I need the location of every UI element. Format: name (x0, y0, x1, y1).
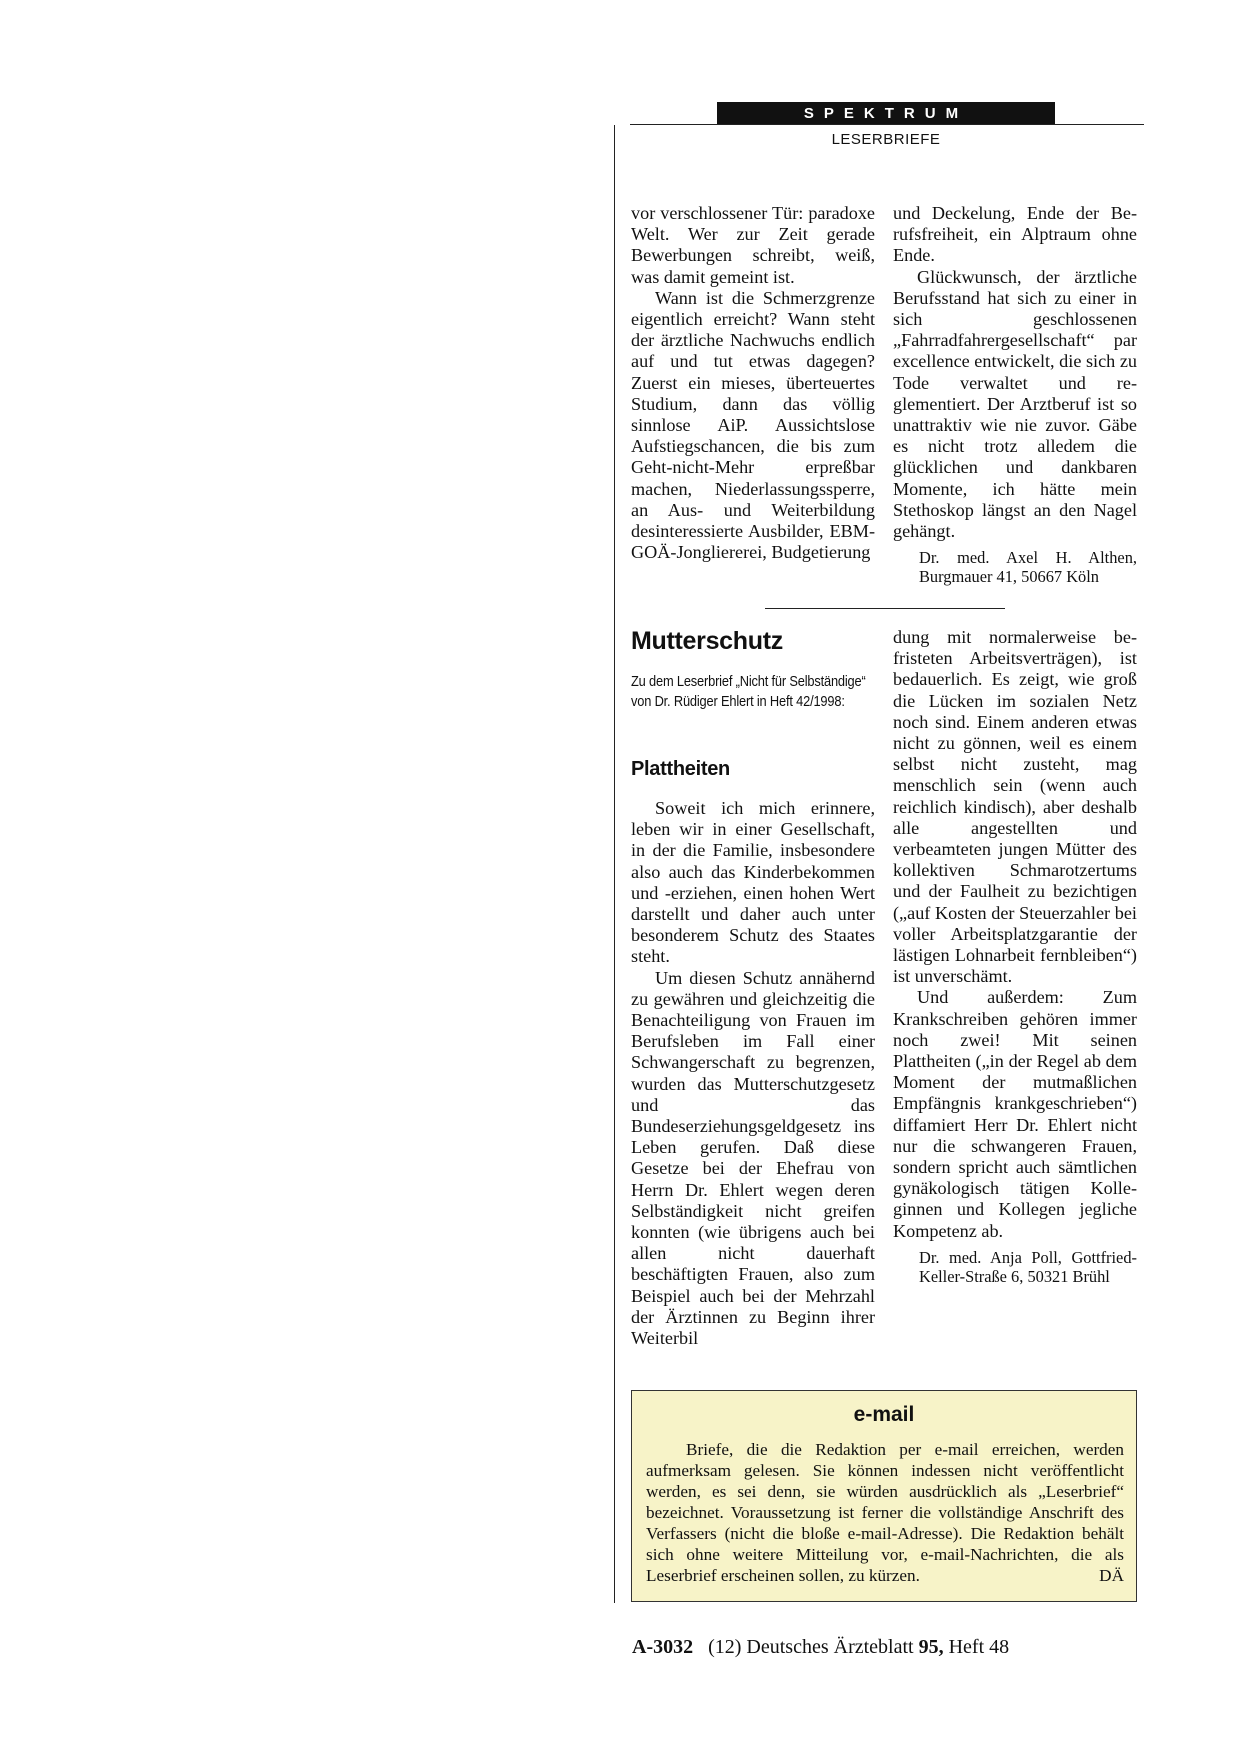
letter2-header (631, 627, 783, 656)
volume-number: 95, (918, 1636, 944, 1658)
letter2-column2 (893, 627, 1137, 1286)
letter2-paragraph: Um diesen Schutz annähernd zu gewähren und gleichzeitig die Benachteiligung von Frauen im Berufsleben im Fall einer Schwangerschaft zu begrenzen, wurden das Mutterschutzgesetz und das Bundeserziehungsgeldgesetz ins Leben gerufen. Daß diese Gesetze bei der Ehefrau von Herrn Dr. Ehlert wegen deren Selbständigkeit nicht greifen konnten (wie übrigens auch bei allen nicht dauerhaft beschäftigten Frauen, also zum Beispiel auch bei der Mehrzahl der Ärztinnen zu Beginn ihrer Weiterbil (631, 967, 875, 1349)
letter2-reference: Zu dem Leserbrief „Nicht für Selbständige“ von Dr. Rüdiger Ehlert in Heft 42/1998: (631, 674, 866, 710)
email-notice-body (646, 1439, 1124, 1586)
issue-number: Heft 48 (948, 1636, 1010, 1658)
letter2-paragraph: Und außerdem: Zum Krankschreiben gehören immer noch zwei! Mit seinen Plattheiten („in der Regel ab dem Moment der mutmaßlichen Empfängnis krankgeschrieben“) diffamiert Herr Dr. Ehlert nicht nur die schwangeren Frauen, sondern spricht auch sämtlichen gynäkologisch tätigen Kolleginnen und Kollegen jegliche Kompetenz ab. (893, 987, 1137, 1241)
letter2-column1 (631, 798, 875, 1349)
column-rule (614, 125, 615, 1603)
email-notice-sign: DÄ (1099, 1566, 1124, 1585)
letter2-subhead: Plattheiten (631, 758, 730, 780)
issue-page: (12) Deutsches Ärzteblatt (708, 1636, 914, 1658)
letter2-subhead-wrap (631, 758, 730, 781)
letter2-paragraph: dung mit normalerweise befristeten Arbeitsverträgen), ist bedauerlich. Es zeigt, wie groß die Lücken im sozialen Netz noch sind. Einem anderen etwas nicht zu gönnen, weil es einem selbst nicht zusteht, mag menschlich sein (wenn auch reichlich kindisch), aber deshalb alle angestellten und verbeamteten jungen Mütter des kollektiven Schmarotzertums und der Faulheit zu bezichtigen („auf Kosten der Steuerzahler bei voller Arbeitsplatzgarantie der lästigen Lohnarbeit fernbleiben“) ist unverschämt. (893, 627, 1137, 987)
letter2-signature: Dr. med. Anja Poll, Gottfried-Keller-Straße 6, 50321 Brühl (919, 1247, 1137, 1286)
letter1-paragraph: vor verschlossener Tür: paradoxe Welt. Wer zur Zeit gerade Bewerbungen schreibt, weiß, was damit gemeint ist. (631, 203, 875, 287)
letter2-reference-wrap (631, 672, 875, 712)
letter1-paragraph: Glückwunsch, der ärztliche Berufsstand hat sich zu einer in sich geschlossenen „Fahrradfahrergesellschaft“ par excellence entwickelt, die sich zu Tode verwaltet und reglementiert. Der Arztberuf ist so unattraktiv wie nie zuvor. Gäbe es nicht trotz alledem die glücklichen und dankbaren Momente, ich hätte mein Stethoskop längst an den Nagel gehängt. (893, 266, 1137, 542)
letter1-paragraph: Wann ist die Schmerzgrenze eigentlich erreicht? Wann steht der ärztliche Nachwuchs endlich auf und tut etwas dagegen? Zuerst ein mieses, überteuertes Studium, dann das völlig sinnlose AiP. Aussichtslose Aufstiegschancen, die bis zum Geht-nicht-Mehr erpreßbar machen, Niederlassungssperre, an Aus- und Weiterbildung desinteressierte Ausbilder, EBM-GOÄ-Jongliererei, Budgetierung (631, 287, 875, 563)
letter-divider (765, 608, 1005, 609)
letter1-paragraph: und Deckelung, Ende der Berufsfreiheit, ein Alptraum ohne Ende. (893, 203, 1137, 266)
page-number: A-3032 (632, 1636, 694, 1658)
section-header: SPEKTRUM (717, 102, 1055, 125)
subsection-header: LESERBRIEFE (831, 131, 941, 148)
email-notice-text: Briefe, die die Redaktion per e-mail erreichen, werden aufmerksam gelesen. Sie können indessen nicht veröffentlicht werden, es sei denn, sie würden ausdrücklich als „Leserbrief“ bezeichnet. Voraussetzung ist ferner die vollständige Anschrift des Verfassers (nicht die bloße e-mail-Adresse). Die Redaktion behält sich ohne weitere Mitteilung vor, e-mail-Nachrichten, die als Leserbrief erscheinen sollen, zu kürzen. (646, 1440, 1124, 1585)
letter1-column2 (893, 203, 1137, 586)
letter1-column1 (631, 203, 875, 563)
email-notice-title: e-mail (853, 1403, 915, 1426)
email-notice-box (631, 1390, 1137, 1602)
letter2-paragraph: Soweit ich mich erinnere, leben wir in einer Gesellschaft, in der die Familie, insbesondere also auch das Kinderbekommen und -erziehen, einen hohen Wert darstellt und daher auch unter besonderem Schutz des Staates steht. (631, 798, 875, 967)
letter2-headline: Mutterschutz (631, 627, 783, 655)
header-rule (630, 124, 1144, 125)
letter1-signature: Dr. med. Axel H. Althen, Burgmauer 41, 50667 Köln (919, 548, 1137, 587)
page-footer (632, 1636, 1009, 1659)
